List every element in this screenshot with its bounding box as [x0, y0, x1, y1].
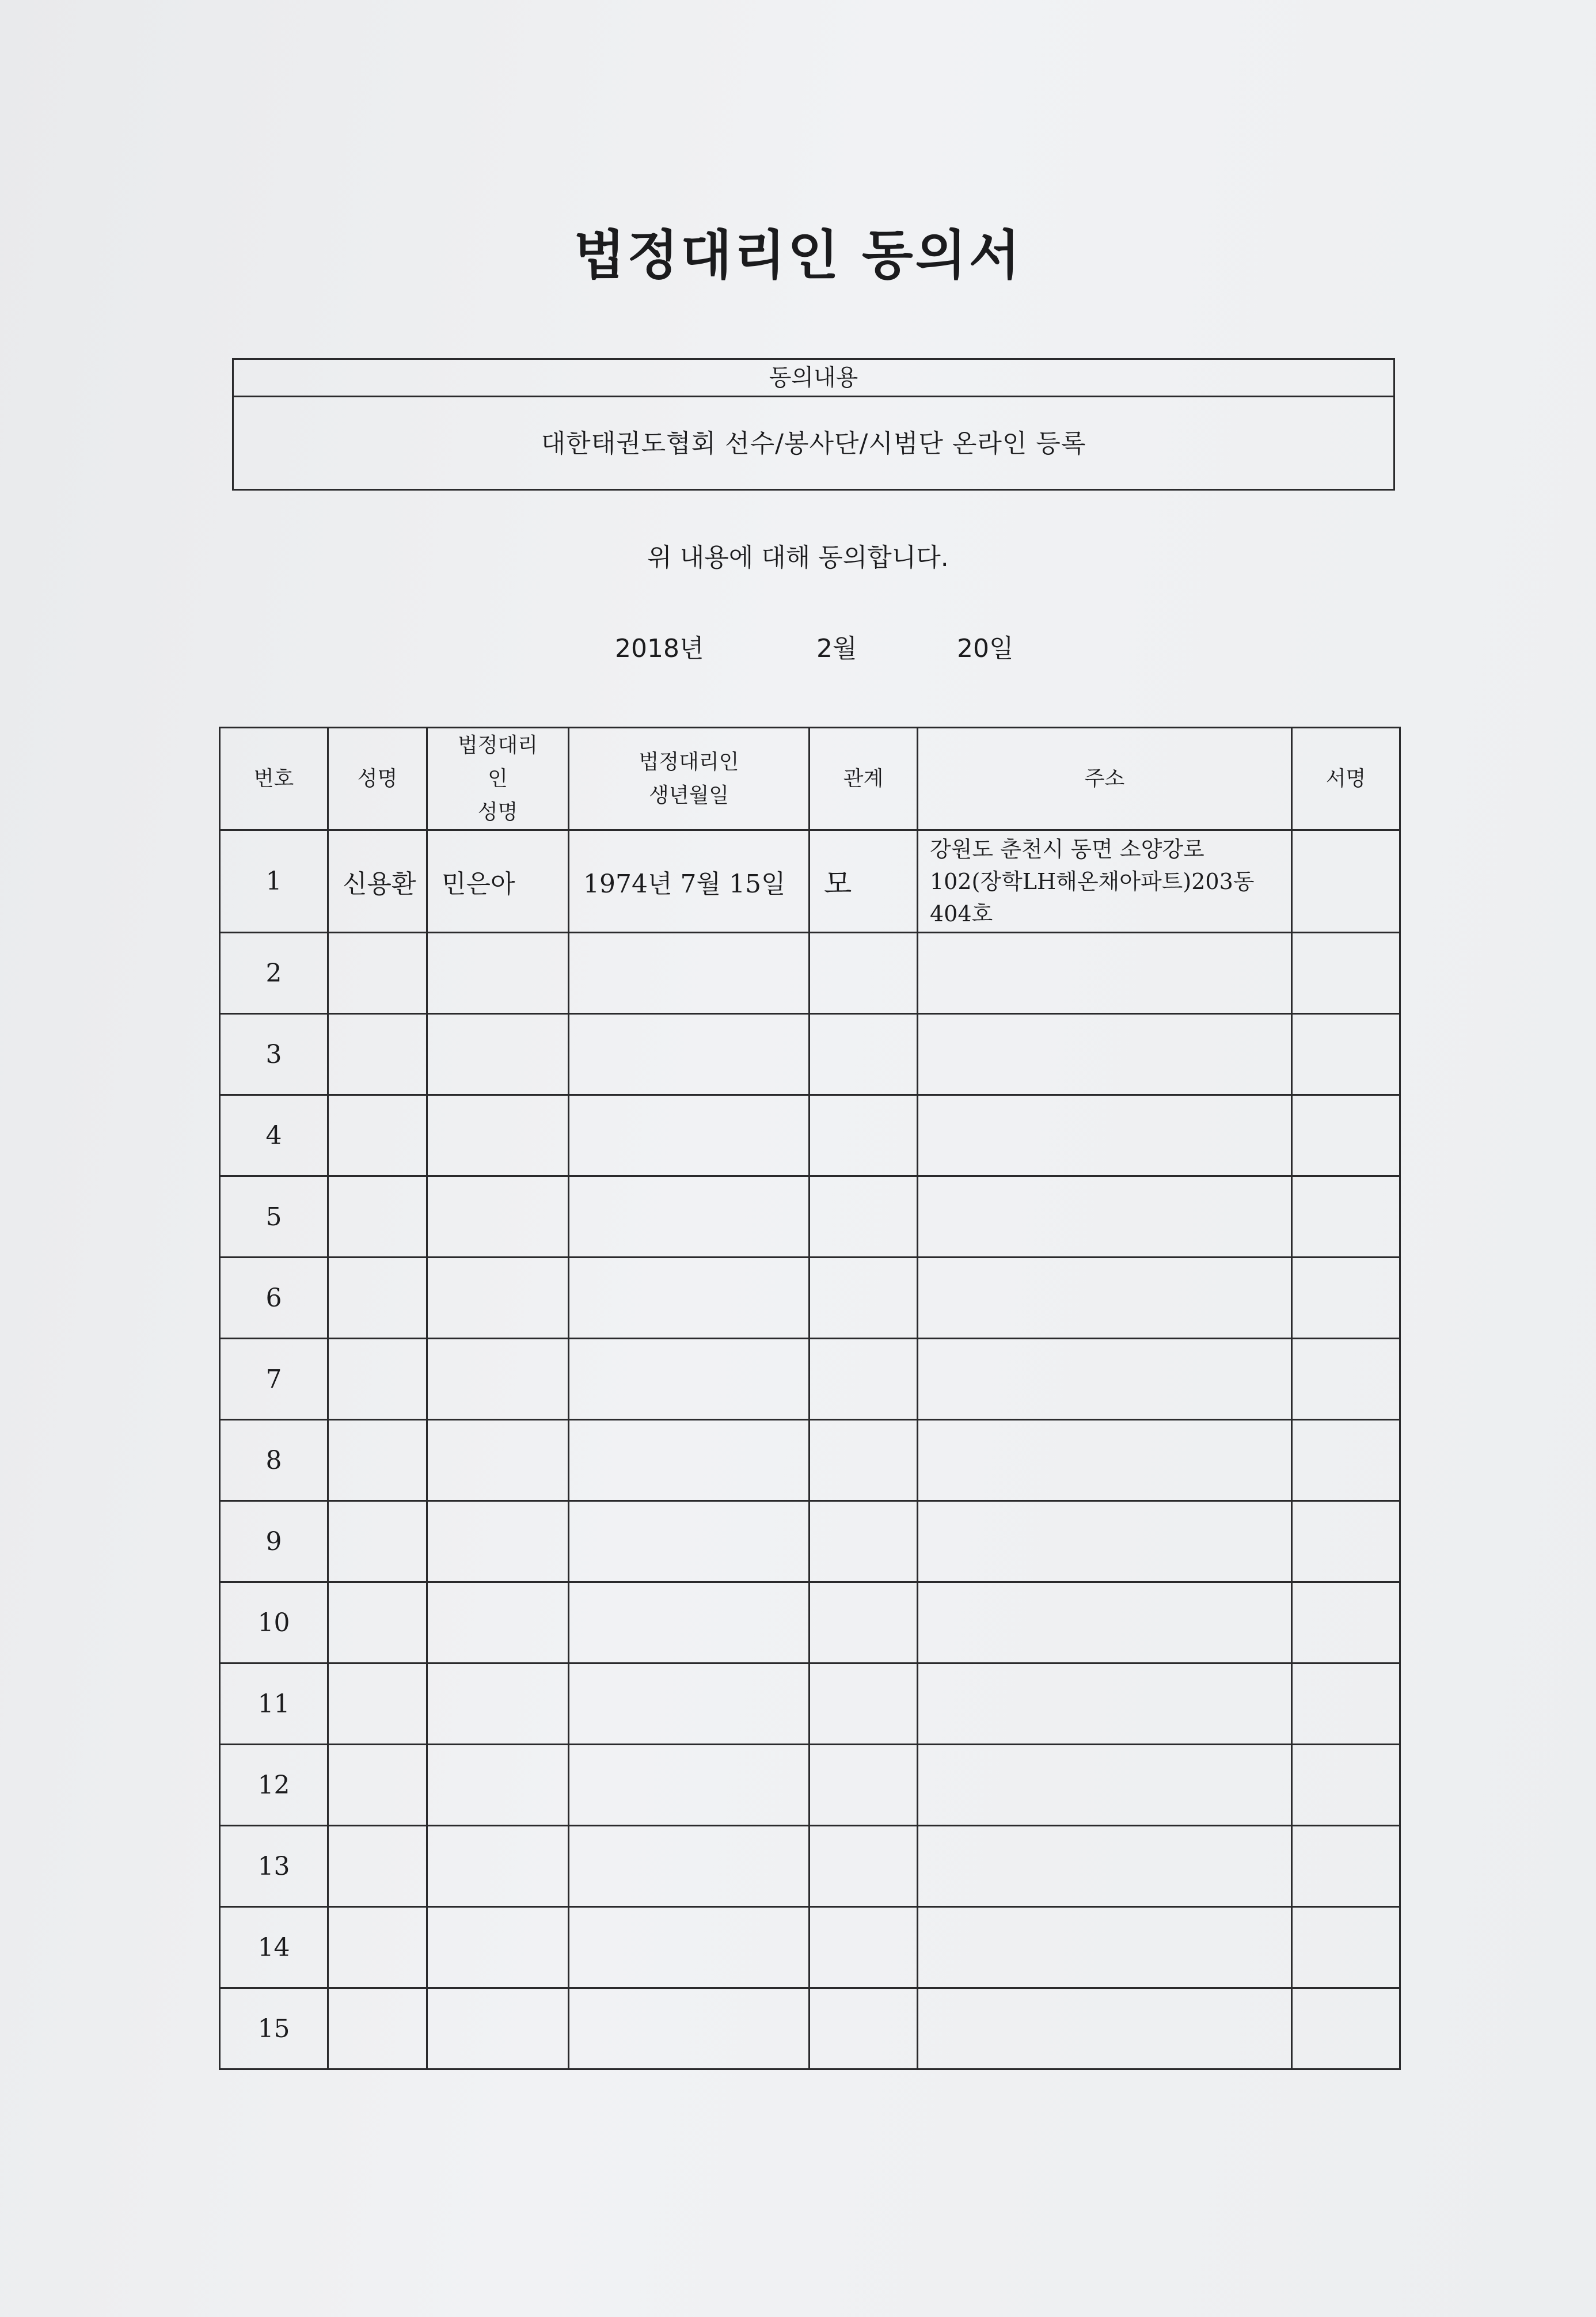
- cell-no: 12: [220, 1745, 328, 1826]
- cell-no: 5: [220, 1176, 328, 1258]
- cell-name: [328, 1014, 427, 1095]
- cell-guardian-name: [427, 1907, 569, 1988]
- table-row: [220, 1176, 1400, 1258]
- cell-name: [328, 1258, 427, 1339]
- cell-signature: [1292, 1420, 1400, 1501]
- cell-address: [918, 1014, 1292, 1095]
- cell-no: 14: [220, 1907, 328, 1988]
- cell-relation: [810, 1339, 918, 1420]
- table-row: [220, 1907, 1400, 1988]
- header-guardian-birth: 법정대리인 생년월일: [569, 728, 810, 830]
- cell-guardian-birth: [569, 1339, 810, 1420]
- cell-name: 신용환: [328, 830, 427, 933]
- cell-guardian-name: [427, 1745, 569, 1826]
- cell-address: [918, 933, 1292, 1014]
- cell-guardian-birth: [569, 1582, 810, 1663]
- cell-name: [328, 933, 427, 1014]
- cell-signature: [1292, 1258, 1400, 1339]
- header-name: 성명: [328, 728, 427, 830]
- document-title: 법정대리인 동의서: [573, 224, 1023, 286]
- consent-box-content: 대한태권도협회 선수/봉사단/시범단 온라인 등록: [541, 429, 1086, 458]
- cell-signature: [1292, 1907, 1400, 1988]
- cell-signature: [1292, 933, 1400, 1014]
- table-row: [220, 1663, 1400, 1745]
- cell-relation: [810, 1095, 918, 1176]
- cell-guardian-name: [427, 1339, 569, 1420]
- table-row: [220, 1339, 1400, 1420]
- cell-guardian-birth: [569, 1501, 810, 1582]
- cell-address: [918, 1095, 1292, 1176]
- cell-guardian-name: [427, 1014, 569, 1095]
- cell-guardian-birth: [569, 1745, 810, 1826]
- cell-no: 15: [220, 1988, 328, 2069]
- cell-guardian-birth: [569, 1014, 810, 1095]
- cell-guardian-birth: [569, 1988, 810, 2069]
- cell-guardian-name: [427, 1582, 569, 1663]
- cell-no: 6: [220, 1258, 328, 1339]
- guardian-consent-table: [219, 727, 1401, 2070]
- cell-relation: [810, 1258, 918, 1339]
- header-guardian-name: 법정대리 인 성명: [427, 728, 569, 830]
- cell-relation: 모: [810, 830, 918, 933]
- header-address: 주소: [918, 728, 1292, 830]
- cell-signature: [1292, 1176, 1400, 1258]
- cell-no: 3: [220, 1014, 328, 1095]
- table-row: [220, 1420, 1400, 1501]
- agreement-statement: 위 내용에 대해 동의합니다.: [647, 543, 949, 572]
- cell-no: 8: [220, 1420, 328, 1501]
- cell-relation: [810, 1014, 918, 1095]
- consent-box-header: 동의내용: [234, 360, 1393, 397]
- cell-address: [918, 1988, 1292, 2069]
- cell-guardian-birth: [569, 1826, 810, 1907]
- cell-address: [918, 1826, 1292, 1907]
- cell-no: 10: [220, 1582, 328, 1663]
- cell-signature: [1292, 1339, 1400, 1420]
- cell-signature: [1292, 1501, 1400, 1582]
- date-year: 2018년: [615, 634, 704, 663]
- cell-address: [918, 1258, 1292, 1339]
- table-row: [220, 1582, 1400, 1663]
- cell-guardian-name: [427, 1420, 569, 1501]
- cell-signature: [1292, 1745, 1400, 1826]
- cell-relation: [810, 1907, 918, 1988]
- cell-address: [918, 1420, 1292, 1501]
- cell-guardian-birth: [569, 1176, 810, 1258]
- cell-guardian-name: [427, 1501, 569, 1582]
- table-row: [220, 1014, 1400, 1095]
- cell-relation: [810, 933, 918, 1014]
- cell-relation: [810, 1176, 918, 1258]
- cell-signature: [1292, 1826, 1400, 1907]
- cell-guardian-name: 민은아: [427, 830, 569, 933]
- cell-relation: [810, 1745, 918, 1826]
- table-row: [220, 1745, 1400, 1826]
- cell-signature: [1292, 830, 1400, 933]
- table-header-row: [220, 728, 1400, 830]
- consent-content-box: [232, 358, 1395, 491]
- date-line: [0, 628, 1596, 662]
- cell-address: [918, 1582, 1292, 1663]
- table-row: [220, 1501, 1400, 1582]
- cell-signature: [1292, 1014, 1400, 1095]
- cell-no: 11: [220, 1663, 328, 1745]
- cell-guardian-birth: [569, 1663, 810, 1745]
- cell-address: [918, 1339, 1292, 1420]
- header-signature: 서명: [1292, 728, 1400, 830]
- cell-guardian-birth: [569, 1258, 810, 1339]
- table-row: [220, 1095, 1400, 1176]
- cell-name: [328, 1988, 427, 2069]
- cell-no: 13: [220, 1826, 328, 1907]
- table-row: [220, 933, 1400, 1014]
- cell-guardian-name: [427, 1176, 569, 1258]
- cell-guardian-name: [427, 1095, 569, 1176]
- date-day: 20일: [957, 634, 1014, 663]
- cell-guardian-birth: [569, 1907, 810, 1988]
- cell-no: 4: [220, 1095, 328, 1176]
- table-row: [220, 830, 1400, 933]
- cell-address: [918, 1663, 1292, 1745]
- cell-guardian-name: [427, 1258, 569, 1339]
- cell-name: [328, 1907, 427, 1988]
- cell-guardian-birth: [569, 933, 810, 1014]
- cell-no: 2: [220, 933, 328, 1014]
- header-no: 번호: [220, 728, 328, 830]
- cell-address: [918, 1745, 1292, 1826]
- cell-guardian-name: [427, 1826, 569, 1907]
- cell-name: [328, 1501, 427, 1582]
- cell-name: [328, 1663, 427, 1745]
- cell-address: [918, 1907, 1292, 1988]
- cell-no: 7: [220, 1339, 328, 1420]
- date-month: 2월: [816, 634, 857, 663]
- table-row: [220, 1826, 1400, 1907]
- cell-address: 강원도 춘천시 동면 소양강로 102(장학LH해온채아파트)203동 404호: [918, 830, 1292, 933]
- cell-name: [328, 1745, 427, 1826]
- cell-guardian-birth: [569, 1095, 810, 1176]
- cell-signature: [1292, 1988, 1400, 2069]
- cell-relation: [810, 1663, 918, 1745]
- cell-name: [328, 1095, 427, 1176]
- cell-guardian-birth: 1974년 7월 15일: [569, 830, 810, 933]
- header-relation: 관계: [810, 728, 918, 830]
- cell-address: [918, 1501, 1292, 1582]
- cell-relation: [810, 1501, 918, 1582]
- cell-guardian-name: [427, 1988, 569, 2069]
- cell-signature: [1292, 1095, 1400, 1176]
- cell-relation: [810, 1420, 918, 1501]
- cell-address: [918, 1176, 1292, 1258]
- cell-no: 9: [220, 1501, 328, 1582]
- cell-relation: [810, 1826, 918, 1907]
- cell-relation: [810, 1988, 918, 2069]
- cell-signature: [1292, 1582, 1400, 1663]
- cell-signature: [1292, 1663, 1400, 1745]
- cell-guardian-birth: [569, 1420, 810, 1501]
- cell-no: 1: [220, 830, 328, 933]
- cell-guardian-name: [427, 1663, 569, 1745]
- cell-name: [328, 1339, 427, 1420]
- cell-relation: [810, 1582, 918, 1663]
- cell-guardian-name: [427, 933, 569, 1014]
- cell-name: [328, 1826, 427, 1907]
- cell-name: [328, 1582, 427, 1663]
- table-row: [220, 1258, 1400, 1339]
- cell-name: [328, 1176, 427, 1258]
- cell-name: [328, 1420, 427, 1501]
- table-row: [220, 1988, 1400, 2069]
